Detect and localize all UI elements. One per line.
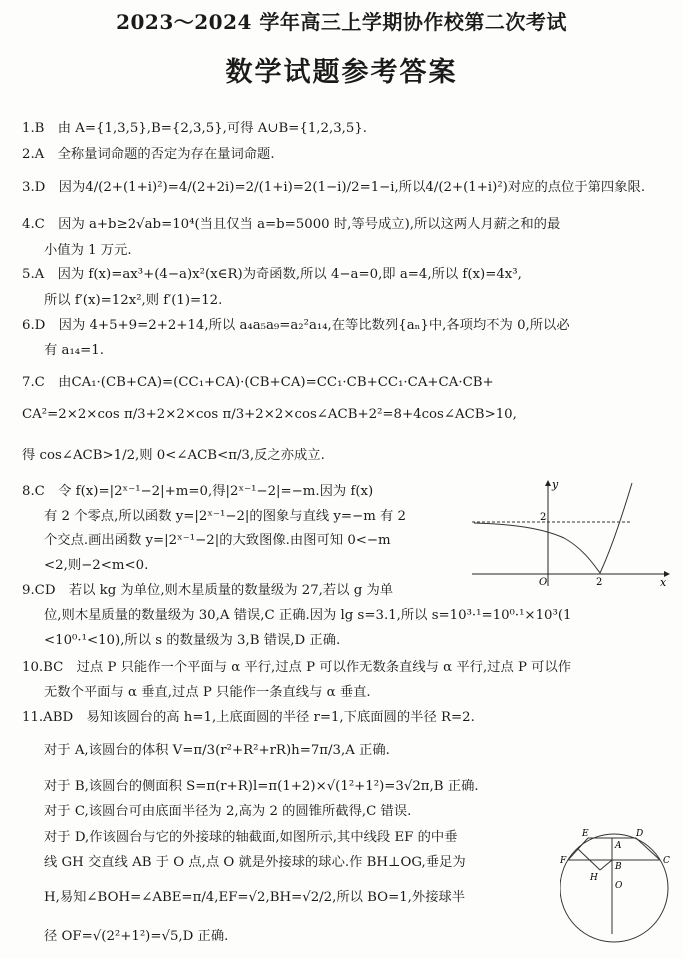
label-h: H (590, 873, 598, 883)
answer-line: 10.BC 过点 P 只能作一个平面与 α 平行,过点 P 可以作无数条直线与 α 平行,过点 P 可以作 (22, 660, 572, 675)
answer-line: 对于 A,该圆台的体积 V=π/3(r²+R²+rR)h=7π/3,A 正确. (44, 743, 390, 758)
y-axis-label: y (552, 478, 559, 491)
function-graph (472, 478, 672, 588)
answer-line: H,易知∠BOH=∠ABE=π/4,EF=√2,BH=√2/2,所以 BO=1,外接球半 (44, 890, 466, 905)
answer-line: 2.A 全称量词命题的否定为存在量词命题. (22, 147, 275, 162)
answer-line: 对于 C,该圆台可由底面半径为 2,高为 2 的圆锥所截得,C 错误. (44, 804, 412, 819)
label-d: D (636, 829, 644, 839)
answer-line: 对于 B,该圆台的侧面积 S=π(r+R)l=π(1+2)×√(1²+1²)=3√2π,B 正确. (44, 779, 479, 794)
answer-line: 得 cos∠ACB>1/2,则 0<∠ACB<π/3,反之亦成立. (22, 448, 325, 463)
answer-line: 所以 f′(x)=12x²,则 f′(1)=12. (44, 293, 223, 308)
answer-line: 有 a₁₄=1. (44, 343, 104, 358)
answer-line: 7.C 由CA₁·(CB+CA)=(CC₁+CA)·(CB+CA)=CC₁·CB+CC₁·CA+CA·CB+ (22, 375, 494, 390)
answer-line: 6.D 因为 4+5+9=2+2+14,所以 a₄a₅a₉=a₂²a₁₄,在等比数列{aₙ}中,各项均不为 0,所以必 (22, 318, 570, 333)
x-tick-label: 2 (596, 577, 603, 588)
answer-line: 对于 D,作该圆台与它的外接球的轴截面,如图所示,其中线段 EF 的中垂 (44, 830, 458, 845)
answer-line: 有 2 个零点,所以函数 y=|2ˣ⁻¹−2|的图象与直线 y=−m 有 2 (44, 509, 407, 524)
answer-line: 8.C 令 f(x)=|2ˣ⁻¹−2|+m=0,得|2ˣ⁻¹−2|=−m.因为 f(x) (22, 484, 374, 499)
y-axis-arrow (545, 480, 551, 486)
answer-line: 4.C 因为 a+b≥2√ab=10⁴(当且仅当 a=b=5000 时,等号成立),所以这两人月薪之和的最 (22, 217, 561, 232)
label-c: C (663, 856, 670, 866)
answer-line: 径 OF=√(2²+1²)=√5,D 正确. (44, 929, 229, 944)
answer-key-title: 数学试题参考答案 (225, 57, 458, 88)
answer-line: 5.A 因为 f(x)=ax³+(4−a)x²(x∈R)为奇函数,所以 4−a=0,即 a=4,所以 f(x)=4x³, (22, 267, 522, 282)
exam-title: 2023～2024 学年高三上学期协作校第二次考试 (116, 10, 567, 34)
origin-label: O (539, 577, 548, 588)
label-e: E (582, 829, 589, 839)
sphere-circle (560, 834, 668, 942)
sphere-section-figure (560, 826, 678, 948)
segment-bh (600, 860, 612, 870)
answer-line: 小值为 1 万元. (44, 243, 132, 258)
answer-line: <2,则−2<m<0. (44, 558, 149, 573)
answer-line: 9.CD 若以 kg 为单位,则木星质量的数量级为 27,若以 g 为单 (22, 583, 394, 598)
answer-line: 位,则木星质量的数量级为 30,A 错误,C 正确.因为 lg s=3.1,所以 s=10³·¹=10⁰·¹×10³(1 (44, 608, 572, 623)
segment-dc (636, 838, 660, 860)
answer-line: 3.D 因为4/(2+(1+i)²)=4/(2+2i)=2/(1+i)=2(1−i)/2=1−i,所以4/(2+(1+i)²)对应的点位于第四象限. (22, 180, 646, 195)
answer-line: 个交点.画出函数 y=|2ˣ⁻¹−2|的大致图像.由图可知 0<−m (44, 533, 391, 548)
answer-line: 无数个平面与 α 垂直,过点 P 只能作一条直线与 α 垂直. (44, 685, 371, 700)
function-curve (474, 483, 632, 573)
label-a: A (615, 841, 622, 851)
y-tick-label: 2 (540, 512, 547, 523)
label-f: F (560, 856, 567, 866)
answer-line: CA²=2×2×cos π/3+2×2×cos π/3+2×2×cos∠ACB+2²=8+4cos∠ACB>10, (22, 407, 517, 422)
answer-line: <10⁰·¹<10),所以 s 的数量级为 3,B 错误,D 正确. (44, 633, 341, 648)
answer-line: 线 GH 交直线 AB 于 O 点,点 O 就是外接球的球心.作 BH⊥OG,垂足为 (44, 855, 466, 870)
answer-line: 11.ABD 易知该圆台的高 h=1,上底面圆的半径 r=1,下底面圆的半径 R=2. (22, 710, 475, 725)
answer-line: 1.B 由 A={1,3,5},B={2,3,5},可得 A∪B={1,2,3,5}. (22, 121, 368, 136)
label-o: O (615, 881, 623, 891)
x-axis-label: x (660, 576, 667, 588)
label-b: B (615, 862, 622, 872)
